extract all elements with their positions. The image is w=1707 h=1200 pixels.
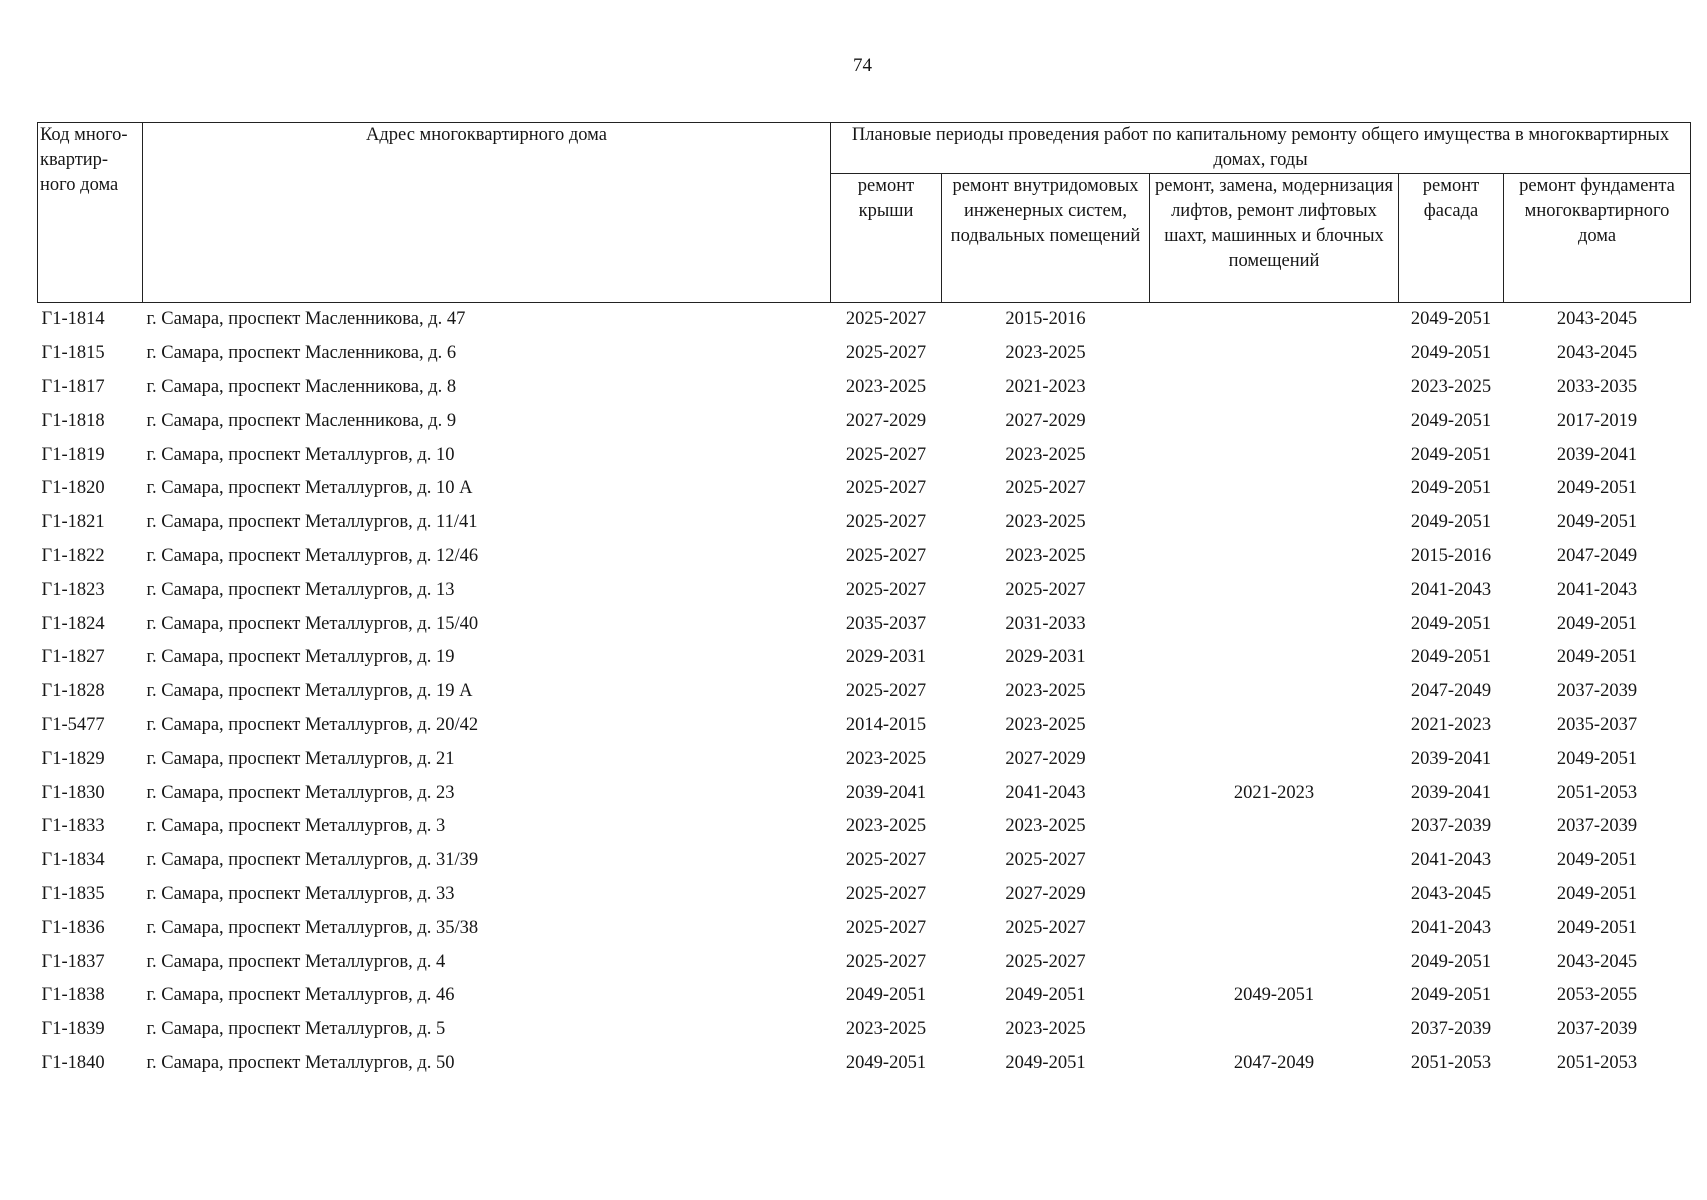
header-lifts: ремонт, замена, модернизация лифтов, ремонт лифтовых шахт, машинных и блочных помещений bbox=[1150, 174, 1399, 303]
foundation-period-cell: 2049-2051 bbox=[1556, 512, 1638, 533]
facade-period-cell: 2039-2041 bbox=[1410, 748, 1492, 769]
house-code-cell: Г1-1829 bbox=[41, 748, 105, 769]
roof-period-cell: 2025-2027 bbox=[845, 917, 927, 938]
address-cell: г. Самара, проспект Металлургов, д. 19 А bbox=[146, 681, 473, 702]
facade-period-cell: 2051-2053 bbox=[1410, 1052, 1492, 1073]
facade-period-cell: 2015-2016 bbox=[1410, 545, 1492, 566]
house-code-cell: Г1-1827 bbox=[41, 647, 105, 668]
roof-period-cell: 2025-2027 bbox=[845, 951, 927, 972]
address-cell: г. Самара, проспект Металлургов, д. 10 А bbox=[146, 478, 473, 499]
house-code-cell: Г1-1834 bbox=[41, 850, 105, 871]
address-cell: г. Самара, проспект Металлургов, д. 4 bbox=[146, 951, 446, 972]
systems-period-cell: 2023-2025 bbox=[1005, 343, 1086, 364]
systems-period-cell: 2029-2031 bbox=[1005, 647, 1086, 668]
table-row bbox=[38, 573, 1691, 607]
systems-period-cell: 2041-2043 bbox=[1005, 782, 1086, 803]
table-row bbox=[38, 1047, 1691, 1081]
facade-period-cell: 2049-2051 bbox=[1410, 985, 1492, 1006]
facade-period-cell: 2043-2045 bbox=[1410, 883, 1492, 904]
foundation-period-cell: 2033-2035 bbox=[1556, 376, 1638, 397]
foundation-period-cell: 2049-2051 bbox=[1556, 883, 1638, 904]
house-code-cell: Г1-1818 bbox=[41, 410, 105, 431]
table-row bbox=[38, 979, 1691, 1013]
foundation-period-cell: 2049-2051 bbox=[1556, 748, 1638, 769]
address-cell: г. Самара, проспект Металлургов, д. 13 bbox=[146, 579, 455, 600]
header-code: Код много-квартир-ного дома bbox=[38, 123, 143, 303]
systems-period-cell: 2025-2027 bbox=[1005, 951, 1086, 972]
systems-period-cell: 2023-2025 bbox=[1005, 545, 1086, 566]
table-row bbox=[38, 878, 1691, 912]
address-cell: г. Самара, проспект Масленникова, д. 9 bbox=[146, 410, 457, 431]
address-cell: г. Самара, проспект Металлургов, д. 23 bbox=[146, 782, 455, 803]
roof-period-cell: 2023-2025 bbox=[845, 816, 927, 837]
lifts-period-cell bbox=[1150, 371, 1399, 405]
foundation-period-cell: 2049-2051 bbox=[1556, 613, 1638, 634]
house-code-cell: Г1-1821 bbox=[41, 512, 105, 533]
roof-period-cell: 2039-2041 bbox=[845, 782, 927, 803]
systems-period-cell: 2023-2025 bbox=[1005, 681, 1086, 702]
foundation-period-cell: 2041-2043 bbox=[1556, 579, 1638, 600]
foundation-period-cell: 2051-2053 bbox=[1556, 1052, 1638, 1073]
header-systems: ремонт внутридомовых инженерных систем, подвальных помещений bbox=[942, 174, 1150, 303]
lifts-period-cell bbox=[1150, 709, 1399, 743]
facade-period-cell: 2041-2043 bbox=[1410, 579, 1492, 600]
lifts-period-cell bbox=[1150, 438, 1399, 472]
house-code-cell: Г1-1838 bbox=[41, 985, 105, 1006]
roof-period-cell: 2049-2051 bbox=[845, 985, 927, 1006]
roof-period-cell: 2023-2025 bbox=[845, 748, 927, 769]
lifts-period-cell bbox=[1150, 303, 1399, 337]
lifts-period-cell bbox=[1150, 675, 1399, 709]
foundation-period-cell: 2017-2019 bbox=[1556, 410, 1638, 431]
lifts-period-cell bbox=[1150, 404, 1399, 438]
facade-period-cell: 2049-2051 bbox=[1410, 613, 1492, 634]
house-code-cell: Г1-1835 bbox=[41, 883, 105, 904]
header-address: Адрес многоквартирного дома bbox=[143, 123, 831, 303]
systems-period-cell: 2021-2023 bbox=[1005, 376, 1086, 397]
table-row bbox=[38, 472, 1691, 506]
roof-period-cell: 2014-2015 bbox=[845, 714, 927, 735]
lifts-period-cell bbox=[1150, 844, 1399, 878]
table-row bbox=[38, 844, 1691, 878]
lifts-period-cell bbox=[1150, 337, 1399, 371]
table-row bbox=[38, 709, 1691, 743]
roof-period-cell: 2023-2025 bbox=[845, 376, 927, 397]
address-cell: г. Самара, проспект Металлургов, д. 10 bbox=[146, 444, 455, 465]
foundation-period-cell: 2049-2051 bbox=[1556, 850, 1638, 871]
house-code-cell: Г1-1815 bbox=[41, 343, 105, 364]
facade-period-cell: 2049-2051 bbox=[1410, 444, 1492, 465]
address-cell: г. Самара, проспект Металлургов, д. 35/38 bbox=[146, 917, 479, 938]
lifts-period-cell bbox=[1150, 945, 1399, 979]
foundation-period-cell: 2037-2039 bbox=[1556, 816, 1638, 837]
systems-period-cell: 2049-2051 bbox=[1005, 1052, 1086, 1073]
systems-period-cell: 2023-2025 bbox=[1005, 444, 1086, 465]
facade-period-cell: 2037-2039 bbox=[1410, 1019, 1492, 1040]
address-cell: г. Самара, проспект Металлургов, д. 21 bbox=[146, 748, 455, 769]
facade-period-cell: 2049-2051 bbox=[1410, 951, 1492, 972]
facade-period-cell: 2047-2049 bbox=[1410, 681, 1492, 702]
header-roof: ремонт крыши bbox=[831, 174, 942, 303]
lifts-period-cell bbox=[1150, 1013, 1399, 1047]
foundation-period-cell: 2053-2055 bbox=[1556, 985, 1638, 1006]
table-row bbox=[38, 540, 1691, 574]
lifts-period-cell bbox=[1150, 641, 1399, 675]
address-cell: г. Самара, проспект Металлургов, д. 46 bbox=[146, 985, 455, 1006]
facade-period-cell: 2049-2051 bbox=[1410, 343, 1492, 364]
systems-period-cell: 2023-2025 bbox=[1005, 1019, 1086, 1040]
lifts-period-cell bbox=[1150, 878, 1399, 912]
address-cell: г. Самара, проспект Масленникова, д. 47 bbox=[146, 309, 466, 330]
roof-period-cell: 2025-2027 bbox=[845, 579, 927, 600]
lifts-period-cell bbox=[1150, 810, 1399, 844]
systems-period-cell: 2027-2029 bbox=[1005, 883, 1086, 904]
foundation-period-cell: 2049-2051 bbox=[1556, 478, 1638, 499]
systems-period-cell: 2027-2029 bbox=[1005, 748, 1086, 769]
roof-period-cell: 2025-2027 bbox=[845, 883, 927, 904]
foundation-period-cell: 2037-2039 bbox=[1556, 681, 1638, 702]
lifts-period-cell: 2047-2049 bbox=[1233, 1052, 1315, 1073]
systems-period-cell: 2025-2027 bbox=[1005, 850, 1086, 871]
house-code-cell: Г1-1828 bbox=[41, 681, 105, 702]
lifts-period-cell bbox=[1150, 540, 1399, 574]
roof-period-cell: 2025-2027 bbox=[845, 681, 927, 702]
address-cell: г. Самара, проспект Масленникова, д. 6 bbox=[146, 343, 457, 364]
address-cell: г. Самара, проспект Металлургов, д. 19 bbox=[146, 647, 455, 668]
lifts-period-cell bbox=[1150, 472, 1399, 506]
table-row bbox=[38, 337, 1691, 371]
roof-period-cell: 2023-2025 bbox=[845, 1019, 927, 1040]
house-code-cell: Г1-1823 bbox=[41, 579, 105, 600]
table-row bbox=[38, 506, 1691, 540]
systems-period-cell: 2023-2025 bbox=[1005, 816, 1086, 837]
roof-period-cell: 2025-2027 bbox=[845, 343, 927, 364]
table-row bbox=[38, 607, 1691, 641]
facade-period-cell: 2049-2051 bbox=[1410, 478, 1492, 499]
table-row bbox=[38, 303, 1691, 337]
systems-period-cell: 2023-2025 bbox=[1005, 714, 1086, 735]
house-code-cell: Г1-1830 bbox=[41, 782, 105, 803]
house-code-cell: Г1-1836 bbox=[41, 917, 105, 938]
roof-period-cell: 2025-2027 bbox=[845, 309, 927, 330]
house-code-cell: Г1-1819 bbox=[41, 444, 105, 465]
facade-period-cell: 2049-2051 bbox=[1410, 512, 1492, 533]
house-code-cell: Г1-1822 bbox=[41, 545, 105, 566]
capital-repair-table bbox=[37, 122, 1691, 1080]
table-row bbox=[38, 404, 1691, 438]
address-cell: г. Самара, проспект Металлургов, д. 12/46 bbox=[146, 545, 479, 566]
table-row bbox=[38, 371, 1691, 405]
facade-period-cell: 2037-2039 bbox=[1410, 816, 1492, 837]
facade-period-cell: 2049-2051 bbox=[1410, 647, 1492, 668]
facade-period-cell: 2049-2051 bbox=[1410, 410, 1492, 431]
systems-period-cell: 2031-2033 bbox=[1005, 613, 1086, 634]
table-row bbox=[38, 776, 1691, 810]
systems-period-cell: 2025-2027 bbox=[1005, 917, 1086, 938]
table-row bbox=[38, 641, 1691, 675]
page-number: 74 bbox=[853, 55, 872, 76]
facade-period-cell: 2021-2023 bbox=[1410, 714, 1492, 735]
house-code-cell: Г1-1839 bbox=[41, 1019, 105, 1040]
header-planned-periods: Плановые периоды проведения работ по капитальному ремонту общего имущества в многоквартирных домах, годы bbox=[831, 123, 1691, 174]
address-cell: г. Самара, проспект Металлургов, д. 31/39 bbox=[146, 850, 479, 871]
table-row bbox=[38, 1013, 1691, 1047]
foundation-period-cell: 2035-2037 bbox=[1556, 714, 1638, 735]
table-header-row bbox=[38, 123, 1691, 174]
house-code-cell: Г1-1814 bbox=[41, 309, 105, 330]
house-code-cell: Г1-1820 bbox=[41, 478, 105, 499]
table-row bbox=[38, 438, 1691, 472]
foundation-period-cell: 2049-2051 bbox=[1556, 917, 1638, 938]
systems-period-cell: 2049-2051 bbox=[1005, 985, 1086, 1006]
header-facade: ремонт фасада bbox=[1399, 174, 1504, 303]
table-row bbox=[38, 810, 1691, 844]
facade-period-cell: 2041-2043 bbox=[1410, 917, 1492, 938]
address-cell: г. Самара, проспект Масленникова, д. 8 bbox=[146, 376, 457, 397]
roof-period-cell: 2025-2027 bbox=[845, 850, 927, 871]
foundation-period-cell: 2037-2039 bbox=[1556, 1019, 1638, 1040]
foundation-period-cell: 2043-2045 bbox=[1556, 951, 1638, 972]
address-cell: г. Самара, проспект Металлургов, д. 33 bbox=[146, 883, 455, 904]
table-row bbox=[38, 742, 1691, 776]
foundation-period-cell: 2047-2049 bbox=[1556, 545, 1638, 566]
facade-period-cell: 2039-2041 bbox=[1410, 782, 1492, 803]
foundation-period-cell: 2051-2053 bbox=[1556, 782, 1638, 803]
foundation-period-cell: 2049-2051 bbox=[1556, 647, 1638, 668]
roof-period-cell: 2029-2031 bbox=[845, 647, 927, 668]
lifts-period-cell bbox=[1150, 506, 1399, 540]
roof-period-cell: 2049-2051 bbox=[845, 1052, 927, 1073]
facade-period-cell: 2041-2043 bbox=[1410, 850, 1492, 871]
table-row bbox=[38, 911, 1691, 945]
table-row bbox=[38, 675, 1691, 709]
address-cell: г. Самара, проспект Металлургов, д. 3 bbox=[146, 816, 446, 837]
systems-period-cell: 2025-2027 bbox=[1005, 478, 1086, 499]
lifts-period-cell bbox=[1150, 573, 1399, 607]
house-code-cell: Г1-1824 bbox=[41, 613, 105, 634]
roof-period-cell: 2027-2029 bbox=[845, 410, 927, 431]
lifts-period-cell: 2021-2023 bbox=[1233, 782, 1315, 803]
house-code-cell: Г1-1833 bbox=[41, 816, 105, 837]
roof-period-cell: 2025-2027 bbox=[845, 545, 927, 566]
house-code-cell: Г1-1840 bbox=[41, 1052, 105, 1073]
address-cell: г. Самара, проспект Металлургов, д. 5 bbox=[146, 1019, 446, 1040]
address-cell: г. Самара, проспект Металлургов, д. 15/40 bbox=[146, 613, 479, 634]
systems-period-cell: 2023-2025 bbox=[1005, 512, 1086, 533]
lifts-period-cell bbox=[1150, 911, 1399, 945]
systems-period-cell: 2027-2029 bbox=[1005, 410, 1086, 431]
roof-period-cell: 2025-2027 bbox=[845, 478, 927, 499]
roof-period-cell: 2025-2027 bbox=[845, 444, 927, 465]
address-cell: г. Самара, проспект Металлургов, д. 50 bbox=[146, 1052, 455, 1073]
header-foundation: ремонт фундамента многоквартирного дома bbox=[1504, 174, 1691, 303]
table-body bbox=[38, 303, 1691, 1081]
facade-period-cell: 2023-2025 bbox=[1410, 376, 1492, 397]
address-cell: г. Самара, проспект Металлургов, д. 11/41 bbox=[146, 512, 478, 533]
roof-period-cell: 2025-2027 bbox=[845, 512, 927, 533]
lifts-period-cell: 2049-2051 bbox=[1233, 985, 1315, 1006]
foundation-period-cell: 2043-2045 bbox=[1556, 343, 1638, 364]
systems-period-cell: 2015-2016 bbox=[1005, 309, 1086, 330]
systems-period-cell: 2025-2027 bbox=[1005, 579, 1086, 600]
table-row bbox=[38, 945, 1691, 979]
house-code-cell: Г1-5477 bbox=[41, 714, 105, 735]
house-code-cell: Г1-1817 bbox=[41, 376, 105, 397]
roof-period-cell: 2035-2037 bbox=[845, 613, 927, 634]
lifts-period-cell bbox=[1150, 607, 1399, 641]
foundation-period-cell: 2039-2041 bbox=[1556, 444, 1638, 465]
foundation-period-cell: 2043-2045 bbox=[1556, 309, 1638, 330]
facade-period-cell: 2049-2051 bbox=[1410, 309, 1492, 330]
lifts-period-cell bbox=[1150, 742, 1399, 776]
house-code-cell: Г1-1837 bbox=[41, 951, 105, 972]
address-cell: г. Самара, проспект Металлургов, д. 20/42 bbox=[146, 714, 479, 735]
